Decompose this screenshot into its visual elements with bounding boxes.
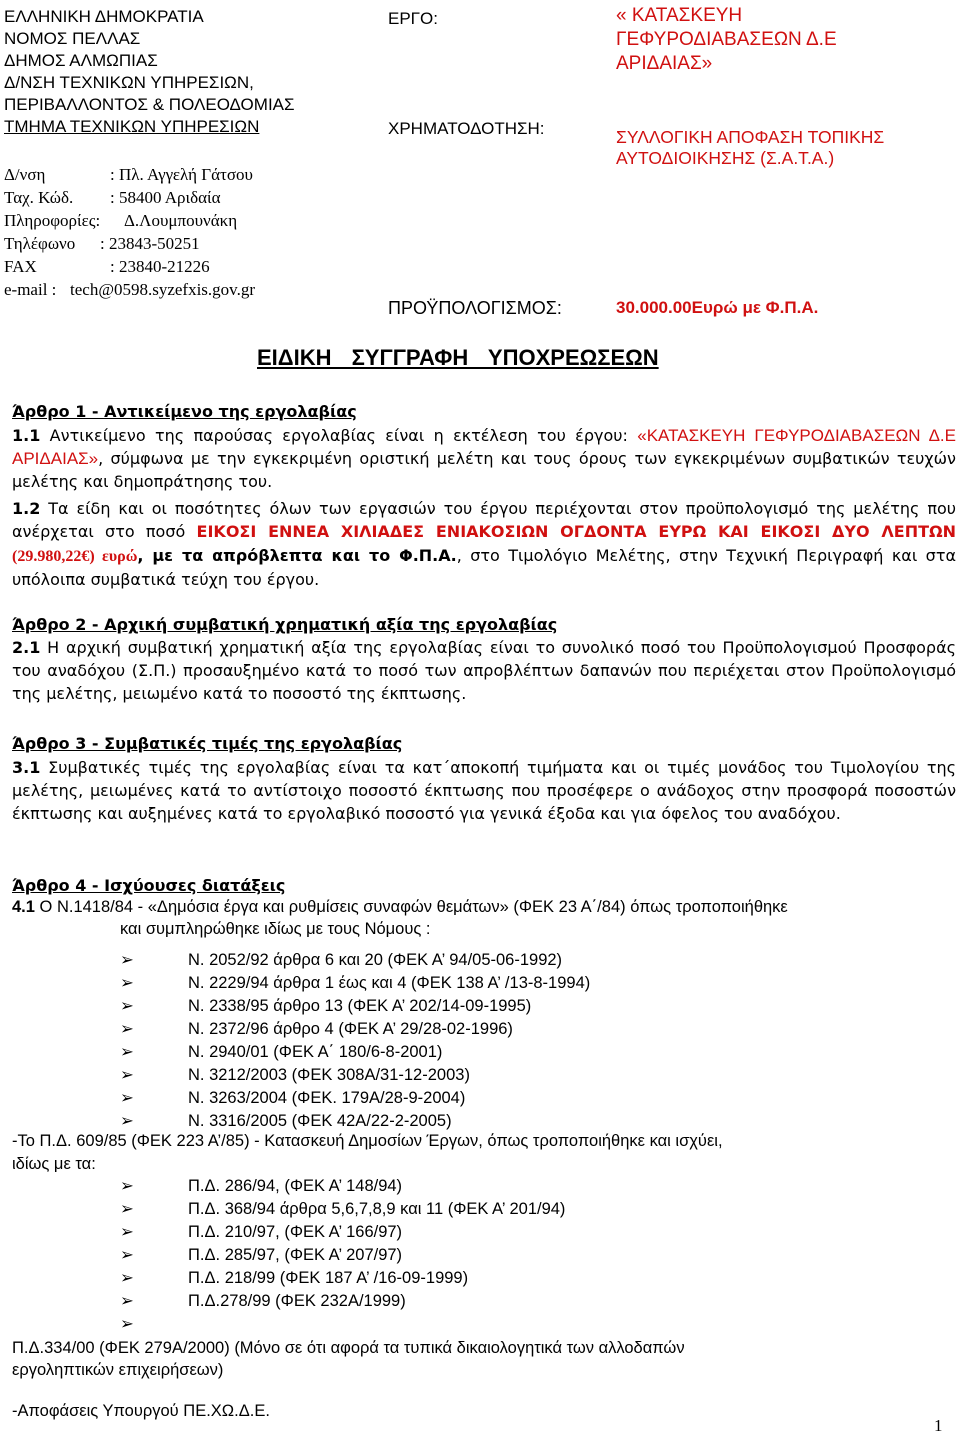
funding-value-line-1: ΣΥΛΛΟΓΙΚΗ ΑΠΟΦΑΣΗ ΤΟΠΙΚΗΣ	[616, 127, 885, 147]
article-2-paragraph-1	[12, 636, 956, 705]
arrow-bullet-icon: ➢	[120, 996, 134, 1015]
decree-list-item: ➢ Π.Δ. 210/97, (ΦΕΚ Α’ 166/97)	[120, 1222, 403, 1241]
org-line-5: ΠΕΡΙΒΑΛΛΟΝΤΟΣ & ΠΟΛΕΟΔΟΜΙΑΣ	[4, 95, 295, 114]
funding-value-line-2: ΑΥΤΟΔΙΟΙΚΗΣΗΣ (Σ.Α.Τ.Α.)	[616, 148, 835, 168]
org-line-4: Δ/ΝΣΗ ΤΕΧΝΙΚΩΝ ΥΠΗΡΕΣΙΩΝ,	[4, 73, 254, 92]
arrow-bullet-icon: ➢	[120, 973, 134, 992]
arrow-bullet-icon: ➢	[120, 1222, 134, 1241]
page-title: ΕΙΔΙΚΗ ΣΥΓΓΡΑΦΗ ΥΠΟΧΡΕΩΣΕΩΝ	[257, 345, 659, 370]
ergo-value-line-3: ΑΡΙΔΑΙΑΣ»	[616, 53, 713, 74]
contact-label-postcode: Ταχ. Κώδ.	[4, 188, 74, 207]
arrow-bullet-icon: ➢	[120, 1065, 134, 1084]
contact-value-email[interactable]: tech@0598.syzefxis.gov.gr	[70, 280, 255, 299]
contact-label-info: Πληροφορίες:	[4, 211, 101, 230]
paragraph-number: 1.1	[12, 426, 41, 445]
paragraph-text: , σύμφωνα με την εγκεκριμένη οριστική μελέτη και τους όρους των εγκεκριμένων συμβατικών τευχών μελέτης και δημοπράτησης του.	[12, 449, 956, 491]
article-1-paragraph-2	[12, 497, 956, 591]
law-list-item: ➢ Ν. 2052/92 άρθρα 6 και 20 (ΦΕΚ Α’ 94/05-06-1992)	[120, 950, 563, 969]
amount-qualifier: , με τα απρόβλεπτα και το Φ.Π.Α.	[137, 546, 457, 565]
decree-list-item: ➢ Π.Δ. 218/99 (ΦΕΚ 187 Α’ /16-09-1999)	[120, 1268, 469, 1287]
org-line-3: ΔΗΜΟΣ ΑΛΜΩΠΙΑΣ	[4, 51, 158, 70]
article-4-paragraph-1-line-2: και συμπληρώθηκε ιδίως με τους Νόμους :	[120, 920, 431, 938]
amount-in-figures: (29.980,22€) ευρώ	[12, 548, 138, 565]
org-line-6: ΤΜΗΜΑ ΤΕΧΝΙΚΩΝ ΥΠΗΡΕΣΙΩΝ	[4, 117, 260, 136]
contact-value-address: : Πλ. Αγγελή Γάτσου	[110, 165, 253, 184]
law-list-item: ➢ Ν. 2229/94 άρθρα 1 έως και 4 (ΦΕΚ 138 Α’ /13-8-1994)	[120, 973, 591, 992]
decree-list-item: ➢ Π.Δ. 285/97, (ΦΕΚ Α’ 207/97)	[120, 1245, 403, 1264]
contact-label-fax: FAX	[4, 257, 37, 276]
law-list-item: ➢ Ν. 2940/01 (ΦΕΚ Α΄ 180/6-8-2001)	[120, 1042, 443, 1061]
paragraph-number: 3.1	[12, 758, 41, 777]
ministerial-decisions: -Αποφάσεις Υπουργού ΠΕ.ΧΩ.Δ.Ε.	[12, 1402, 270, 1420]
contact-value-fax: : 23840-21226	[110, 257, 210, 276]
arrow-bullet-icon: ➢	[120, 1268, 134, 1287]
funding-label: ΧΡΗΜΑΤΟΔΟΤΗΣΗ:	[388, 119, 545, 138]
arrow-bullet-icon: ➢	[120, 950, 134, 969]
contact-value-phone: : 23843-50251	[100, 234, 200, 253]
pd-334-line-1: Π.Δ.334/00 (ΦΕΚ 279Α/2000) (Μόνο σε ότι αφορά τα τυπικά δικαιολογητικά των αλλοδαπών	[12, 1339, 685, 1357]
paragraph-number: 1.2	[12, 499, 41, 518]
paragraph-text: , στο Τιμολόγιο Μελέτης, στην Τεχνική Περιγραφή και στα υπόλοιπα συμβατικά τεύχη του έργου.	[12, 546, 956, 589]
decree-list-item: ➢ Π.Δ. 286/94, (ΦΕΚ Α’ 148/94)	[120, 1176, 403, 1195]
pd-609-line-2: ιδίως με τα:	[12, 1155, 96, 1173]
arrow-bullet-icon: ➢	[120, 1042, 134, 1061]
contact-label-address: Δ/νση	[4, 165, 46, 184]
article-3-heading: Άρθρο 3 - Συμβατικές τιμές της εργολαβίας	[12, 734, 403, 753]
page-number: 1	[934, 1416, 943, 1435]
law-list-item: ➢ Ν. 3263/2004 (ΦΕΚ. 179Α/28-9-2004)	[120, 1088, 466, 1107]
budget-value: 30.000.00Ευρώ με Φ.Π.Α.	[616, 298, 819, 317]
arrow-bullet-icon: ➢	[120, 1291, 134, 1310]
org-line-2: ΝΟΜΟΣ ΠΕΛΛΑΣ	[4, 29, 141, 48]
article-4-heading: Άρθρο 4 - Ισχύουσες διατάξεις	[12, 876, 286, 895]
decree-list-item: ➢ Π.Δ.278/99 (ΦΕΚ 232Α/1999)	[120, 1291, 406, 1310]
paragraph-text: Συμβατικές τιμές της εργολαβίας είναι τα κατ΄αποκοπή τιμήματα και οι τιμές μονάδος του Τιμολογίου της μελέτης, μειωμένες κατά το αντίστοιχο ποσοστό έκπτωσης που προσέφερε ο ανάδοχος στην προσφορά ποσοστών έκπτωσης και αυξημένες κατά το εργολαβικό ποσοστό για γενικά έξοδα και για όφελος του αναδόχου.	[12, 758, 956, 823]
decree-list-item: ➢ Π.Δ. 368/94 άρθρα 5,6,7,8,9 και 11 (ΦΕΚ Α’ 201/94)	[120, 1199, 566, 1218]
arrow-bullet-icon: ➢	[120, 1019, 134, 1038]
arrow-bullet-icon: ➢	[120, 1199, 134, 1218]
law-list-item: ➢ Ν. 3316/2005 (ΦΕΚ 42Α/22-2-2005)	[120, 1111, 452, 1130]
project-name-inline: «ΚΑΤΑΣΚΕΥΗ ΓΕΦΥΡΟΔΙΑΒΑΣΕΩΝ Δ.Ε ΑΡΙΔΑΙΑΣ»	[12, 426, 956, 468]
article-2-heading: Άρθρο 2 - Αρχική συμβατική χρηματική αξία της εργολαβίας	[12, 615, 558, 634]
contact-value-info: Δ.Λουμπουνάκη	[124, 211, 238, 230]
contact-value-postcode: : 58400 Αριδαία	[110, 188, 221, 207]
amount-in-words: ΕΙΚΟΣΙ ΕΝΝΕΑ ΧΙΛΙΑΔΕΣ ΕΝΙΑΚΟΣΙΩΝ ΟΓΔΟΝΤΑ ΕΥΡΩ ΚΑΙ ΕΙΚΟΣΙ ΔΥΟ ΛΕΠΤΩΝ	[196, 522, 956, 541]
ergo-value-line-2: ΓΕΦΥΡΟΔΙΑΒΑΣΕΩΝ Δ.Ε	[616, 29, 837, 50]
contact-label-email: e-mail :	[4, 280, 57, 299]
org-line-1: ΕΛΛΗΝΙΚΗ ΔΗΜΟΚΡΑΤΙΑ	[4, 7, 204, 26]
paragraph-text: Ο Ν.1418/84 - «Δημόσια έργα και ρυθμίσεις συναφών θεμάτων» (ΦΕΚ 23 Α΄/84) όπως τροποποιήθηκε	[34, 898, 788, 916]
paragraph-number: 2.1	[12, 638, 41, 657]
article-3-paragraph-1	[12, 756, 956, 825]
arrow-bullet-icon: ➢	[120, 1176, 134, 1195]
decree-list-item	[120, 1313, 188, 1335]
law-list-item: ➢ Ν. 2338/95 άρθρο 13 (ΦΕΚ Α’ 202/14-09-1995)	[120, 996, 532, 1015]
budget-label: ΠΡΟΫΠΟΛΟΓΙΣΜΟΣ:	[388, 298, 562, 318]
law-list-item: ➢ Ν. 2372/96 άρθρο 4 (ΦΕΚ Α’ 29/28-02-1996)	[120, 1019, 513, 1038]
ergo-value-line-1: « ΚΑΤΑΣΚΕΥΗ	[616, 5, 743, 26]
arrow-bullet-icon: ➢	[120, 1088, 134, 1107]
arrow-bullet-icon: ➢	[120, 1314, 134, 1333]
article-1-heading: Άρθρο 1 - Αντικείμενο της εργολαβίας	[12, 402, 357, 421]
pd-609-line-1: -Το Π.Δ. 609/85 (ΦΕΚ 223 Α’/85) - Κατασκευή Δημοσίων Έργων, όπως τροποποιήθηκε και ισχύει,	[12, 1132, 723, 1150]
paragraph-text: Τα είδη και οι ποσότητες όλων των εργασιών του έργου περιέχονται στον προϋπολογισμό της μελέτης που ανέρχεται στο ποσό	[12, 499, 956, 541]
article-4-paragraph-1-line-1	[12, 896, 788, 918]
paragraph-number: 4.1	[12, 898, 35, 916]
pd-334-line-2: εργοληπτικών επιχειρήσεων)	[12, 1361, 224, 1379]
ergo-label: ΕΡΓΟ:	[388, 9, 438, 28]
arrow-bullet-icon: ➢	[120, 1245, 134, 1264]
paragraph-text: Η αρχική συμβατική χρηματική αξία της εργολαβίας είναι το συνολικό ποσό του Προϋπολογισμού Προσφοράς του αναδόχου (Σ.Π.) προσαυξημένο κατά το ποσό των απροβλέπτων δαπανών που περιέχεται στον Προϋπολογισμό της μελέτης, μειωμένο κατά το ποσοστό της έκπτωσης.	[12, 638, 956, 703]
contact-label-phone: Τηλέφωνο	[4, 234, 76, 253]
paragraph-text: Αντικείμενο της παρούσας εργολαβίας είναι η εκτέλεση του έργου:	[40, 426, 638, 445]
arrow-bullet-icon: ➢	[120, 1111, 134, 1130]
article-1-paragraph-1	[12, 424, 956, 493]
law-list-item: ➢ Ν. 3212/2003 (ΦΕΚ 308Α/31-12-2003)	[120, 1065, 470, 1084]
